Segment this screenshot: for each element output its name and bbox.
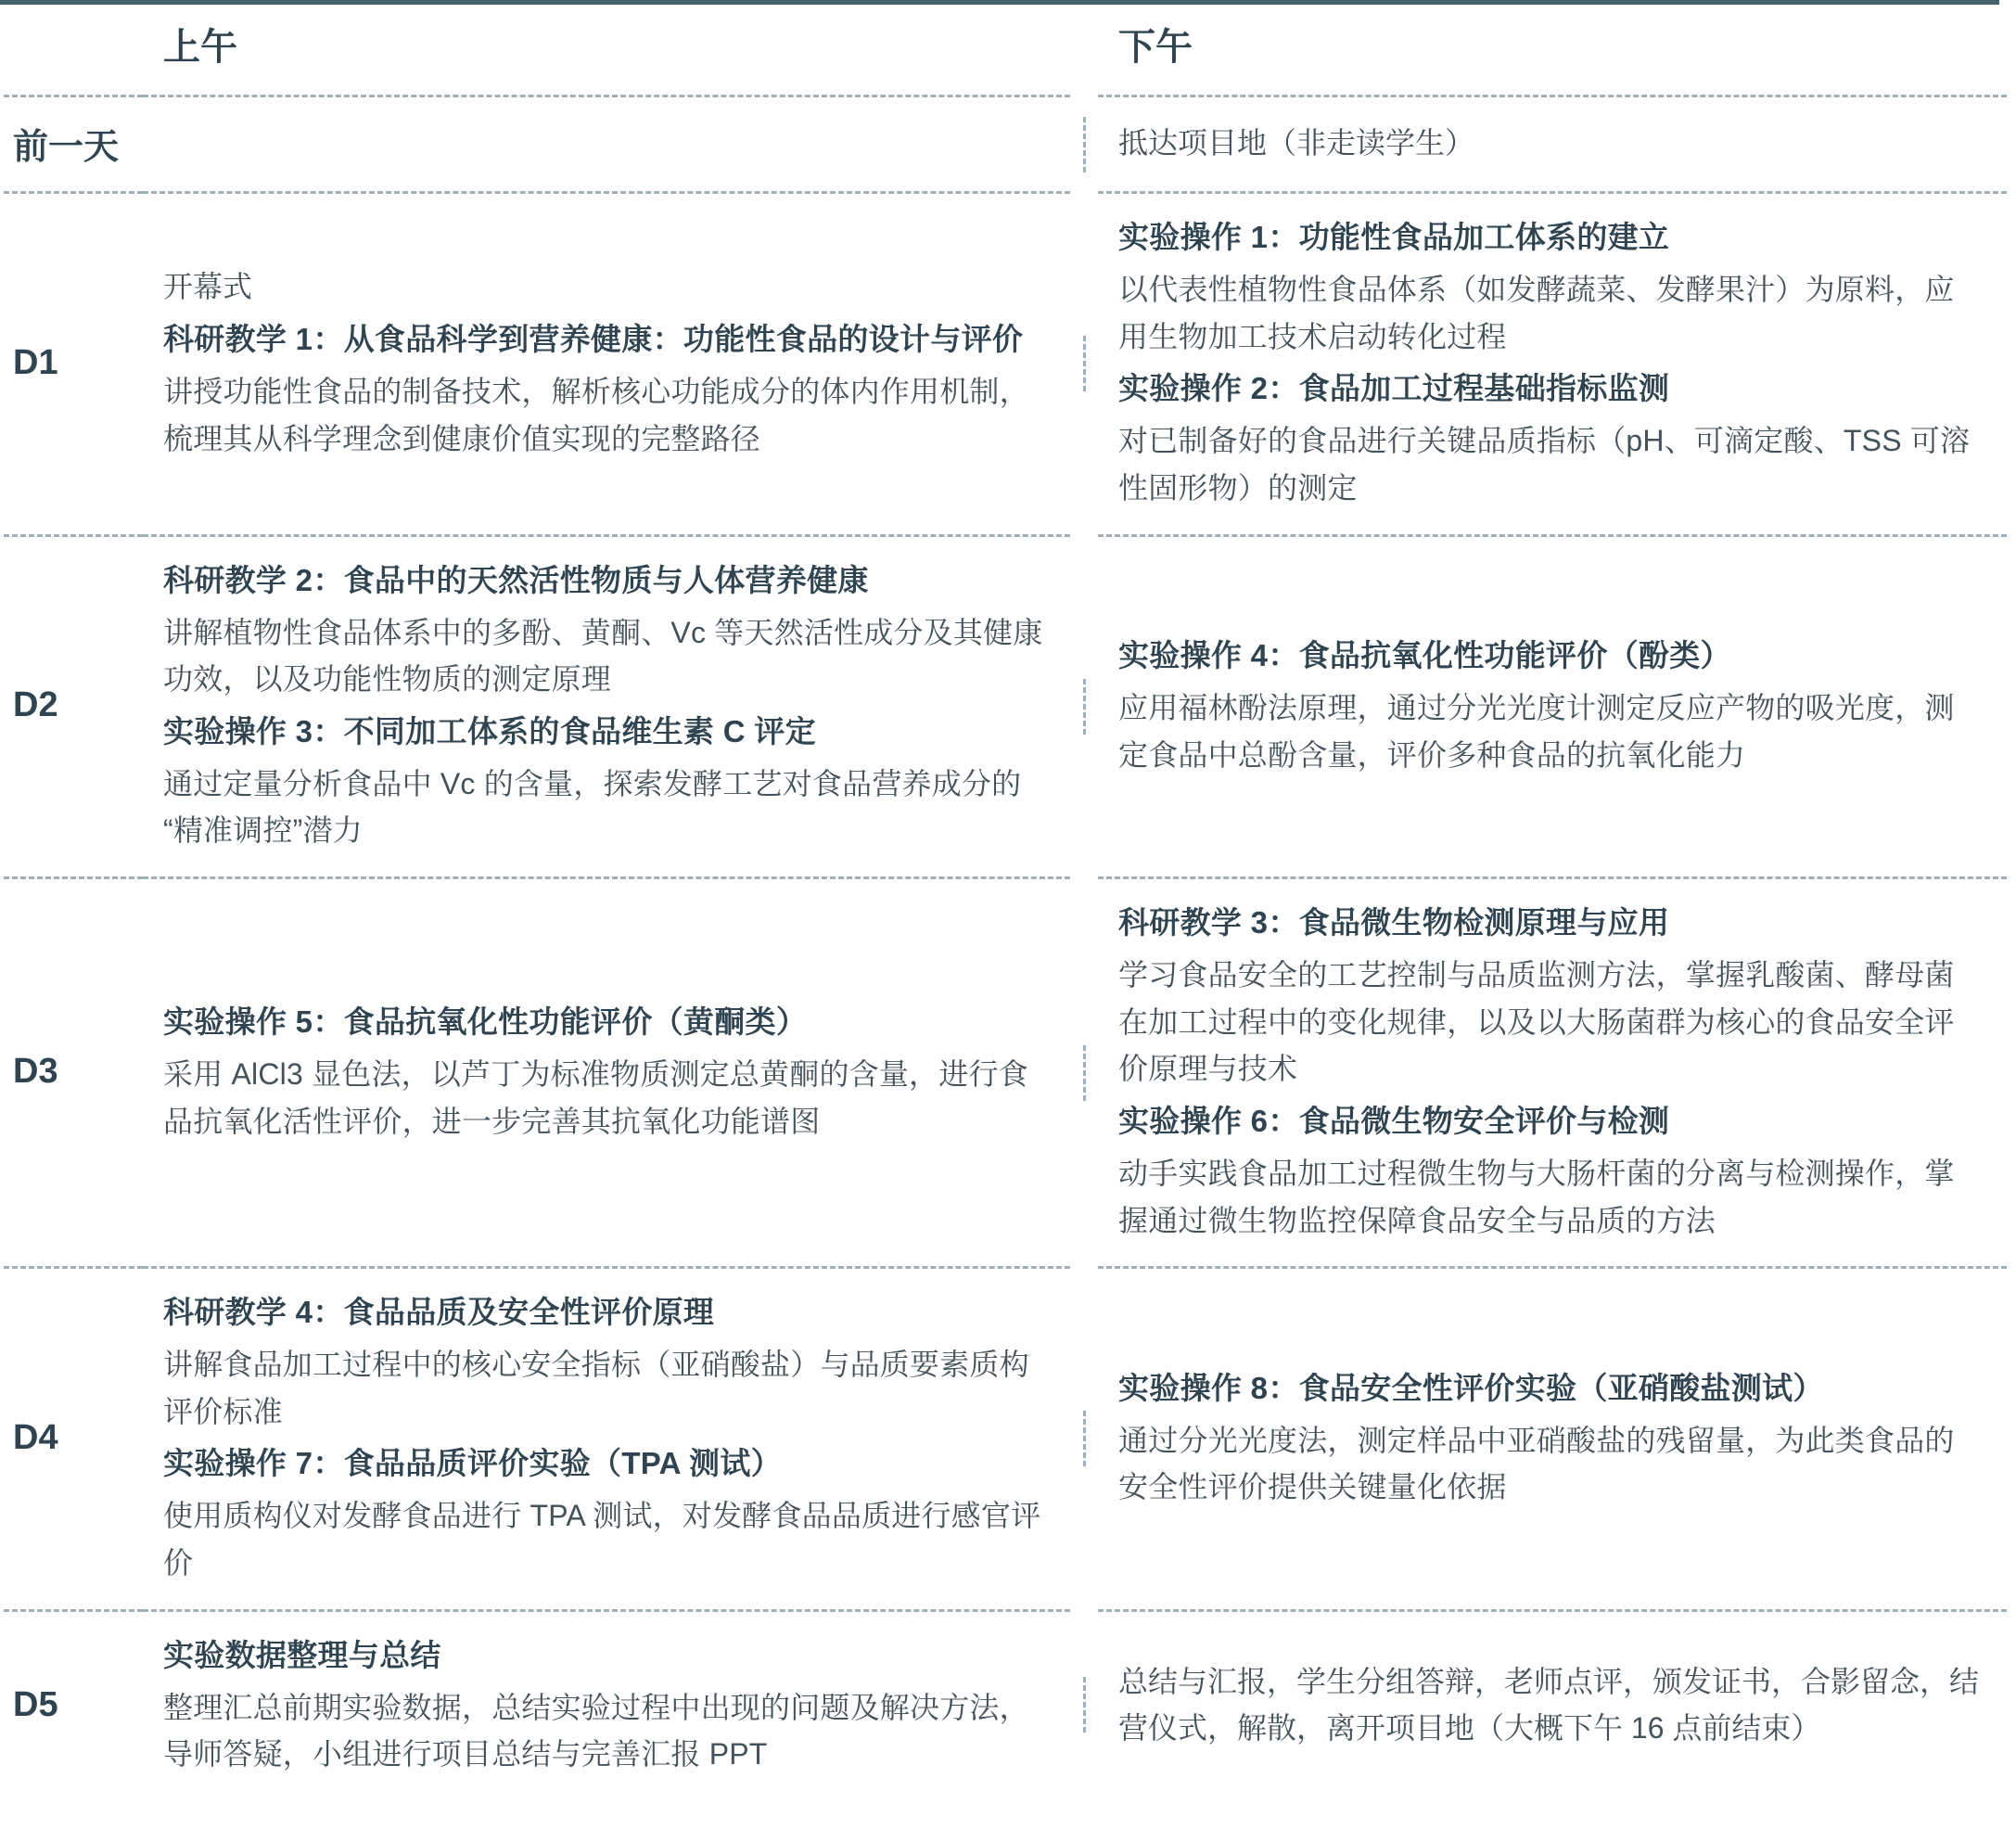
activity-title: 实验操作 2：食品加工过程基础指标监测 [1118,371,1670,406]
activity-description: 对已制备好的食品进行关键品质指标（pH、可滴定酸、TSS 可溶性固形物）的测定 [1118,424,1971,505]
vertical-dashed-line [1083,679,1086,735]
activity-title: 科研教学 4：食品品质及安全性评价原理 [163,1295,715,1330]
cell-morning [143,193,1070,536]
cell-morning [143,96,1070,193]
cell-afternoon [1098,535,2007,878]
table-row [4,535,2007,878]
row-day-label: D1 [4,193,143,536]
activity-description: 讲解食品加工过程中的核心安全指标（亚硝酸盐）与品质要素质构评价标准 [163,1348,1029,1428]
activity-title: 实验数据整理与总结 [163,1637,441,1672]
vertical-dashed-line [1083,336,1086,391]
column-header-morning: 上午 [163,27,237,68]
activity-title: 实验操作 1：功能性食品加工体系的建立 [1118,220,1670,254]
column-divider [1070,193,1098,536]
table-row [4,1610,2007,1800]
cell-morning [143,1610,1070,1800]
activity-title: 实验操作 5：食品抗氧化性功能评价（黄酮类） [163,1004,808,1039]
activity-description: 讲授功能性食品的制备技术，解析核心功能成分的体内作用机制，梳理其从科学理念到健康价值实现的完整路径 [163,375,1029,455]
activity-plain-text: 开幕式 [163,270,253,304]
activity-description: 通过分光光度法，测定样品中亚硝酸盐的残留量，为此类食品的安全性评价提供关键量化依据 [1118,1423,1955,1504]
activity-title: 实验操作 3：不同加工体系的食品维生素 C 评定 [163,713,816,748]
activity-description: 采用 AlCl3 显色法，以芦丁为标准物质测定总黄酮的含量，进行食品抗氧化活性评价，进一步完善其抗氧化功能谱图 [163,1057,1028,1138]
column-divider [1070,535,1098,878]
vertical-dashed-line [1083,117,1086,173]
activity-title: 科研教学 3：食品微生物检测原理与应用 [1118,905,1670,940]
activity-description: 以代表性植物性食品体系（如发酵蔬菜、发酵果汁）为原料，应用生物加工技术启动转化过程 [1118,273,1955,353]
table-body [4,96,2007,1800]
table-row [4,878,2007,1268]
cell-afternoon [1098,878,2007,1268]
cell-afternoon [1098,96,2007,193]
activity-title: 实验操作 8：食品安全性评价实验（亚硝酸盐测试） [1118,1370,1824,1405]
cell-morning [143,878,1070,1268]
vertical-dashed-line [1083,1045,1086,1101]
activity-title: 实验操作 4：食品抗氧化性功能评价（酚类） [1118,638,1731,673]
activity-title: 科研教学 2：食品中的天然活性物质与人体营养健康 [163,562,869,597]
column-divider [1070,878,1098,1268]
vertical-dashed-line [1083,1411,1086,1466]
table-row [4,1268,2007,1611]
activity-plain-text: 总结与汇报，学生分组答辩，老师点评，颁发证书，合影留念，结营仪式，解散，离开项目地（大概下午 16 点前结束） [1118,1664,1980,1746]
row-day-label: 前一天 [4,96,143,193]
activity-description: 使用质构仪对发酵食品进行 TPA 测试，对发酵食品品质进行感官评价 [163,1499,1041,1580]
table-row [4,96,2007,193]
cell-afternoon [1098,193,2007,536]
cell-afternoon [1098,1610,2007,1800]
activity-description: 应用福林酚法原理，通过分光光度计测定反应产物的吸光度，测定食品中总酚含量，评价多种食品的抗氧化能力 [1118,691,1955,772]
activity-description: 整理汇总前期实验数据，总结实验过程中出现的问题及解决方法，导师答疑，小组进行项目总结与完善汇报 PPT [163,1690,1029,1771]
activity-description: 讲解植物性食品体系中的多酚、黄酮、Vc 等天然活性成分及其健康功效，以及功能性物质的测定原理 [163,615,1043,697]
schedule-table [4,5,2007,1800]
activity-title: 实验操作 7：食品品质评价实验（TPA 测试） [163,1446,782,1481]
row-day-label: D4 [4,1268,143,1611]
row-day-label: D2 [4,535,143,878]
table-row [4,193,2007,536]
column-header-day [4,5,143,96]
column-header-afternoon: 下午 [1118,27,1193,68]
cell-morning [143,1268,1070,1611]
activity-description: 通过定量分析食品中 Vc 的含量，探索发酵工艺对食品营养成分的“精准调控”潜力 [163,766,1022,848]
cell-morning [143,535,1070,878]
activity-title: 实验操作 6：食品微生物安全评价与检测 [1118,1103,1670,1138]
activity-description: 学习食品安全的工艺控制与品质监测方法，掌握乳酸菌、酵母菌在加工过程中的变化规律，以及以大肠菌群为核心的食品安全评价原理与技术 [1118,958,1955,1086]
column-divider [1070,1268,1098,1611]
vertical-dashed-line [1083,1677,1086,1733]
cell-afternoon [1098,1268,2007,1611]
header-gap [1070,5,1098,96]
row-day-label: D3 [4,878,143,1268]
activity-description: 动手实践食品加工过程微生物与大肠杆菌的分离与检测操作，掌握通过微生物监控保障食品安全与品质的方法 [1118,1156,1955,1237]
column-divider [1070,96,1098,193]
header-row [4,5,2007,96]
column-divider [1070,1610,1098,1800]
activity-plain-text: 抵达项目地（非走读学生） [1118,126,1475,160]
row-day-label: D5 [4,1610,143,1800]
table-header [4,5,2007,96]
activity-title: 科研教学 1：从食品科学到营养健康：功能性食品的设计与评价 [163,321,1024,356]
